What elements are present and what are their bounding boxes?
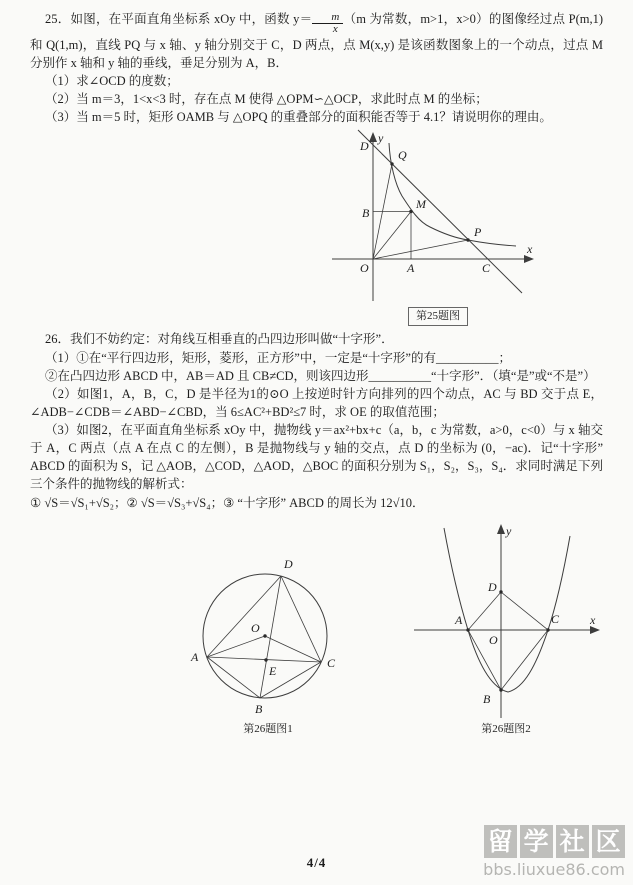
point-Q — [390, 162, 393, 165]
label-D: D — [360, 138, 369, 153]
quadrilateral-ABCD — [468, 592, 548, 690]
watermark-char: 区 — [592, 825, 625, 858]
label-P: P — [474, 224, 482, 239]
figure-26-row — [170, 520, 603, 738]
figure-25 — [313, 129, 563, 327]
watermark-char: 留 — [484, 825, 517, 858]
point-B — [499, 688, 502, 691]
point-A — [466, 628, 469, 631]
problem26-item-1a: （1）①在“平行四边形，矩形，菱形，正方形”中，一定是“十字形”的有__________； — [45, 350, 511, 365]
problem26-conditions: ① √S＝√S₁+√S₂；② √S＝√S₃+√S₄；③ “十字形” ABCD 的周长为 12√10． — [30, 495, 425, 510]
label-O: O — [251, 620, 260, 635]
label-C: C — [482, 260, 491, 275]
label-B: B — [483, 691, 491, 706]
label-A: A — [191, 649, 199, 664]
x-axis-arrow-icon — [590, 626, 600, 634]
figure-26-1-caption: 第26题图1 — [243, 722, 293, 735]
label-B: B — [255, 701, 263, 716]
label-O: O — [360, 260, 369, 275]
label-D: D — [284, 556, 293, 571]
segment-OP — [373, 240, 468, 259]
label-x: x — [527, 241, 533, 256]
label-C: C — [327, 655, 336, 670]
watermark-char: 学 — [520, 825, 553, 858]
problem26-item-3: （3）如图2，在平面直角坐标系 xOy 中，抛物线 y＝ax²+bx+c（a，b，c 为常数，a>0，c<0）与 x 轴交于 A，C 两点（点 A 在点 C 的左侧），B 是抛物线与 y 轴的交点，点 D 的坐标为 (0，−ac)．记“十字形” ABCD 的面积为 S，记 △AOB，△COD，△AOD，△BOC 的面积分别为 S₁，S₂，S₃，S₄．求同时满足下列三个条件的抛物线的解析式： — [30, 423, 603, 492]
y-axis-arrow-icon — [369, 132, 377, 142]
watermark-logo — [483, 825, 625, 858]
problem25-intro-pre: 25．如图，在平面直角坐标系 xOy 中，函数 y＝ — [45, 12, 313, 26]
point-P — [466, 238, 469, 241]
segment-AB — [207, 657, 260, 698]
problem26-item-1b: ②在凸四边形 ABCD 中，AB＝AD 且 CB≠CD，则该四边形__________“十字形”．（填“是”或“不是”） — [45, 368, 596, 383]
hyperbola-curve — [389, 143, 516, 246]
label-E: E — [269, 663, 277, 678]
segment-OA — [207, 636, 265, 657]
figure-25-caption: 第25题图 — [313, 307, 563, 327]
label-M: M — [416, 196, 426, 211]
label-Q: Q — [398, 147, 407, 162]
point-C — [546, 628, 549, 631]
problem25-intro-post: （m 为常数，m>1，x>0）的图像经过点 P(m,1) 和 Q(1,m)，直线 PQ 与 x 轴、y 轴分别交于 C，D 两点，点 M(x,y) 是该函数图象上的一个动点，过点 M 分别作 x 轴和 y 轴的垂线，垂足分别为 A，B． — [30, 12, 604, 71]
label-y: y — [506, 523, 512, 538]
label-O: O — [489, 632, 498, 647]
fraction-m-over-x — [312, 12, 343, 36]
figure-25-drawing — [318, 129, 558, 305]
figure-26-2 — [406, 520, 606, 738]
problem26-intro: 26．我们不妨约定：对角线互相垂直的凸四边形叫做“十字形”． — [45, 332, 394, 347]
point-E — [264, 658, 267, 661]
segment-DC — [281, 576, 321, 662]
segment-DA — [207, 576, 281, 657]
figure-26-2-drawing — [406, 520, 606, 720]
problem26-item-2: （2）如图1，A，B，C，D 是半径为1的⊙O 上按逆时针方向排列的四个动点，AC 与 BD 交于点 E，∠ADB−∠CDB＝∠ABD−∠CBD，当 6≤AC²+BD²≤7 时，求 OE 的取值范围； — [30, 386, 603, 419]
watermark-site-url: bbs.liuxue86.com — [483, 860, 625, 879]
y-axis-arrow-icon — [497, 524, 505, 534]
figure-26-1-drawing — [170, 552, 366, 720]
fraction-numerator: m — [312, 12, 343, 25]
point-O — [263, 634, 266, 637]
point-M — [409, 209, 412, 212]
parabola-curve — [444, 528, 570, 692]
fraction-denominator: x — [332, 23, 338, 36]
label-A: A — [407, 260, 415, 275]
label-x: x — [590, 612, 596, 627]
label-A: A — [455, 612, 463, 627]
label-B: B — [362, 205, 370, 220]
page-number: 4/4 — [306, 855, 327, 870]
point-D — [499, 590, 502, 593]
label-C: C — [551, 611, 560, 626]
segment-OM — [373, 211, 411, 259]
x-axis-arrow-icon — [524, 255, 534, 263]
watermark-char: 社 — [556, 825, 589, 858]
problem25-item-1: （1）求∠OCD 的度数； — [45, 74, 179, 89]
problem25-intro — [30, 10, 603, 72]
segment-OC — [265, 636, 321, 662]
watermark — [483, 825, 625, 879]
label-D: D — [488, 579, 497, 594]
problem25-item-3: （3）当 m＝5 时，矩形 OAMB 与 △OPQ 的重叠部分的面积能否等于 4.1？请说明你的理由。 — [45, 110, 552, 125]
figure-26-1 — [170, 552, 366, 738]
figure-26-2-caption: 第26题图2 — [481, 722, 531, 735]
problem25-item-2: （2）当 m＝3，1<x<3 时，存在点 M 使得 △OPM∽△OCP，求此时点 M 的坐标； — [45, 92, 488, 107]
segment-AC — [207, 657, 321, 662]
label-y: y — [378, 130, 384, 145]
